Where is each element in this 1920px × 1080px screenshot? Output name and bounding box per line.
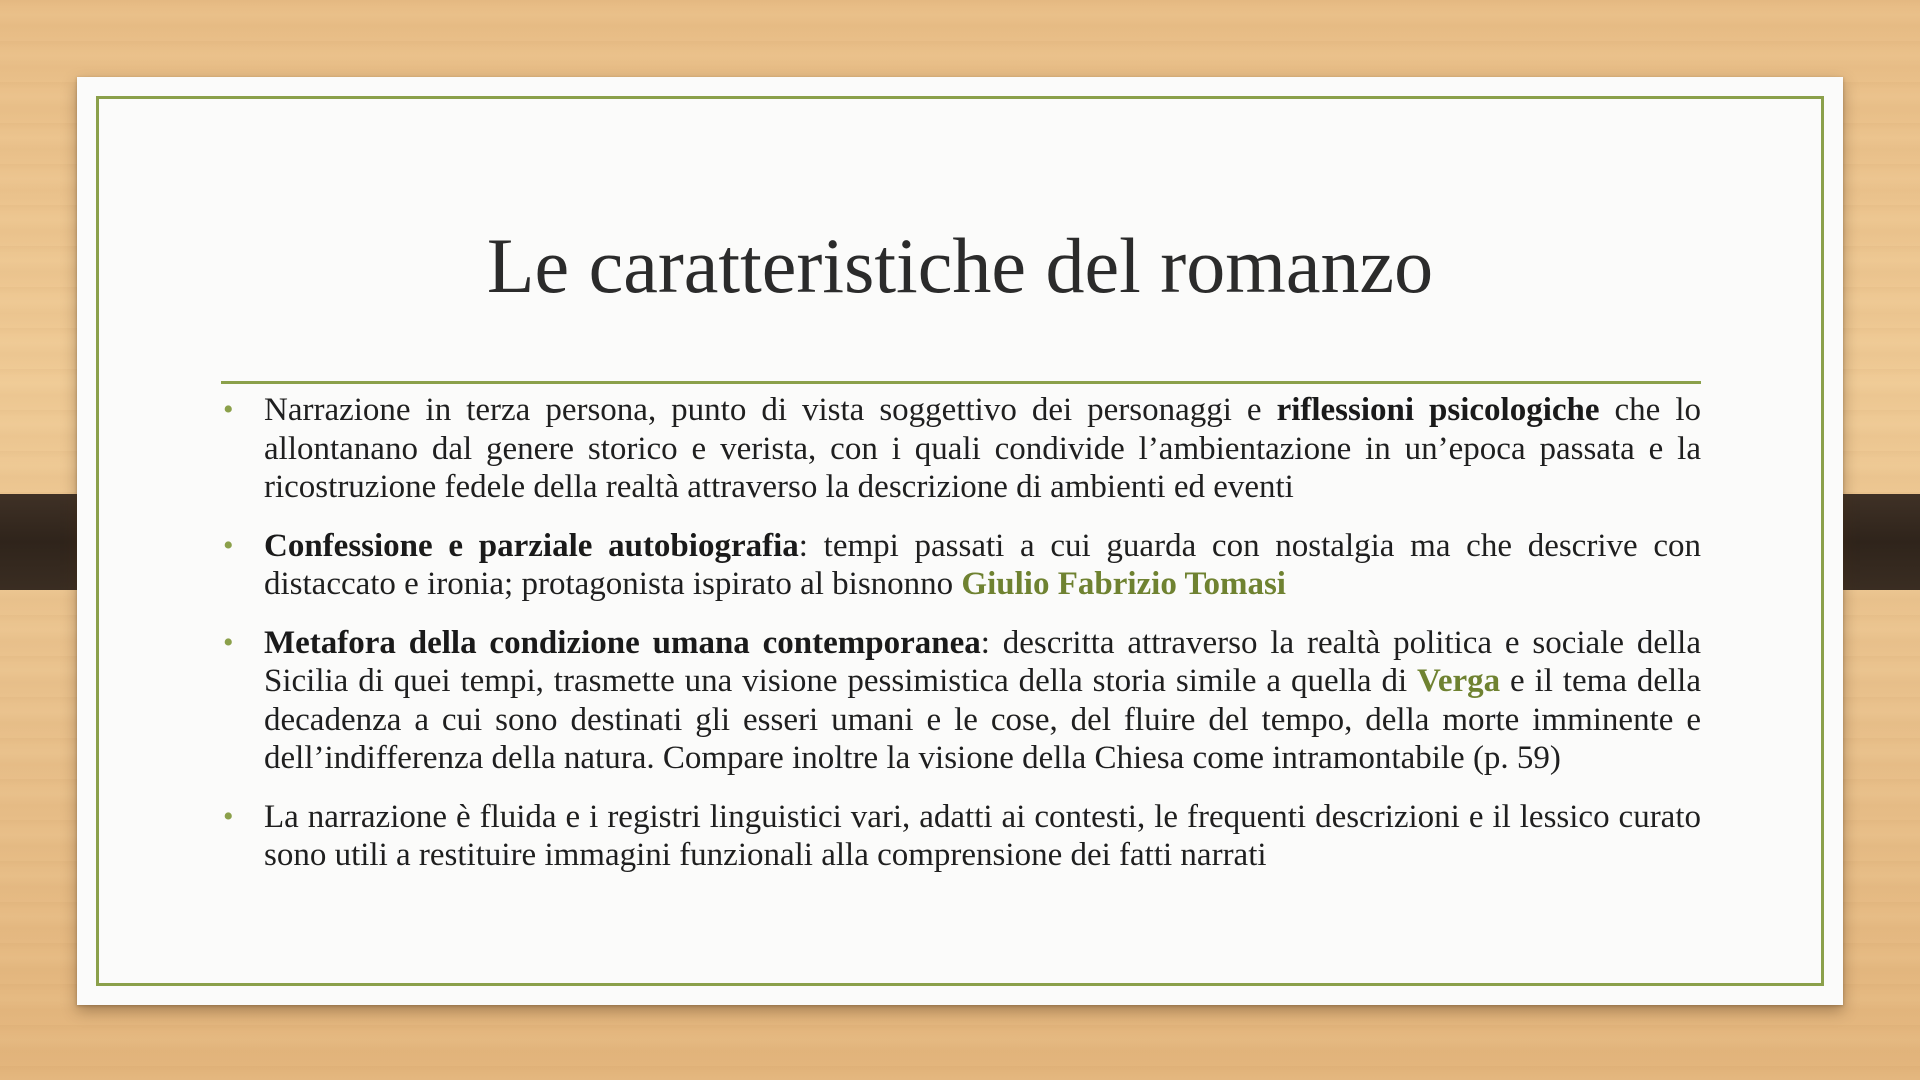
bullet-item (221, 527, 1701, 604)
bullet-list (221, 391, 1701, 895)
bullet-item (221, 798, 1701, 875)
bullet-item (221, 391, 1701, 507)
bullet-text: : descritta attraverso la realtà politica e sociale della Sicilia di quei tempi, trasmette una visione pessimistica della storia simile a quella di (264, 624, 1701, 699)
bullet-item (221, 624, 1701, 778)
bullet-text: e il tema della decadenza a cui sono destinati gli esseri umani e le cose, del fluire del tempo, della morte imminente e dell’indifferenza della natura. Compare inoltre la visione della Chiesa come intramontabile (p. 59) (264, 663, 1701, 776)
bullet-icon: • (223, 528, 234, 562)
highlighted-name: Verga (1417, 663, 1501, 699)
bold-term: riflessioni psicologiche (1276, 392, 1600, 428)
bullet-icon: • (223, 393, 234, 426)
bold-term: Metafora della condizione umana contemporanea (264, 624, 981, 661)
title-divider (221, 381, 1701, 384)
bullet-icon: • (223, 799, 234, 833)
bold-term: Confessione e parziale autobiografia (264, 527, 799, 564)
bullet-text: Narrazione in terza persona, punto di vista soggettivo dei personaggi e (264, 392, 1277, 428)
bullet-text: : tempi passati a cui guarda con nostalgia ma che descrive con distaccato e ironia; protagonista ispirato al bisnonno (264, 527, 1701, 602)
bullet-text: La narrazione è fluida e i registri linguistici vari, adatti ai contesti, le frequenti descrizioni e il lessico curato sono utili a restituire immagini funzionali alla comprensione dei fatti narrati (264, 798, 1701, 873)
bullet-icon: • (223, 625, 234, 659)
slide-title: Le caratteristiche del romanzo (486, 222, 1434, 309)
bullet-text: che lo allontanano dal genere storico e verista, con i quali condivide l’ambientazione in un’epoca passata e la ricostruzione fedele della realtà attraverso la descrizione di ambienti ed eventi (264, 392, 1701, 505)
slide (77, 77, 1843, 1005)
highlighted-name: Giulio Fabrizio Tomasi (961, 566, 1286, 602)
